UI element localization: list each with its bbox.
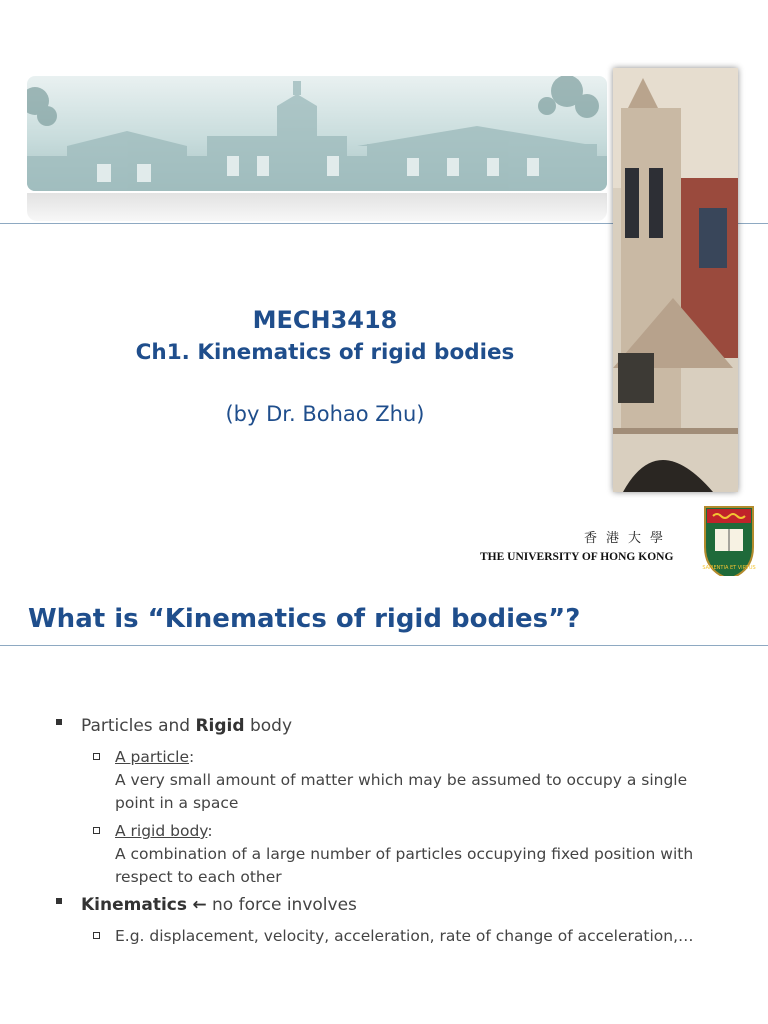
hollow-square-bullet-icon — [93, 753, 100, 760]
title-divider — [0, 645, 768, 646]
left-arrow-icon: ← — [192, 895, 207, 915]
crest-motto: SAPIENTIA ET VIRTUS — [702, 565, 756, 571]
hku-crest-icon — [701, 503, 757, 576]
course-code: MECH3418 — [252, 306, 398, 334]
hollow-square-bullet-icon — [93, 827, 100, 834]
bullet-bold: Kinematics — [81, 895, 187, 915]
author-line: (by Dr. Bohao Zhu) — [225, 402, 425, 426]
building-silhouette — [27, 76, 607, 191]
building-banner-image — [27, 76, 607, 191]
clock-tower-photo — [613, 68, 738, 492]
slide-title: What is “Kinematics of rigid bodies”? — [28, 604, 581, 634]
hollow-square-bullet-icon — [93, 932, 100, 939]
example-text: E.g. displacement, velocity, acceleration, rate of change of acceleration,… — [115, 927, 694, 945]
bullet-bold: Rigid — [195, 716, 245, 736]
sub-bullet-particle — [115, 746, 715, 815]
banner-reflection — [27, 193, 607, 221]
bullet-text: Particles and — [81, 716, 196, 736]
university-name-chinese: 香港大學 — [584, 531, 673, 546]
sub-bullet-example — [115, 925, 715, 948]
bullet-kinematics — [81, 895, 357, 915]
rigid-body-definition: A combination of a large number of particles occupying fixed position with respect to each other — [115, 845, 694, 886]
bullet-text: no force involves — [212, 895, 357, 915]
term-colon: : — [189, 748, 195, 766]
university-name-english: THE UNIVERSITY OF HONG KONG — [480, 551, 674, 563]
chapter-title: Ch1. Kinematics of rigid bodies — [135, 340, 515, 365]
square-bullet-icon — [56, 719, 62, 725]
bullet-particles-rigid — [81, 716, 292, 736]
sub-bullet-rigid-body — [115, 820, 715, 889]
term-rigid-body: A rigid body — [115, 822, 208, 840]
content-slide — [0, 586, 768, 1024]
particle-definition: A very small amount of matter which may be assumed to occupy a single point in a space — [115, 771, 688, 812]
term-particle: A particle — [115, 748, 189, 766]
term-colon: : — [207, 822, 213, 840]
square-bullet-icon — [56, 898, 62, 904]
bullet-text-suffix: body — [244, 716, 293, 736]
